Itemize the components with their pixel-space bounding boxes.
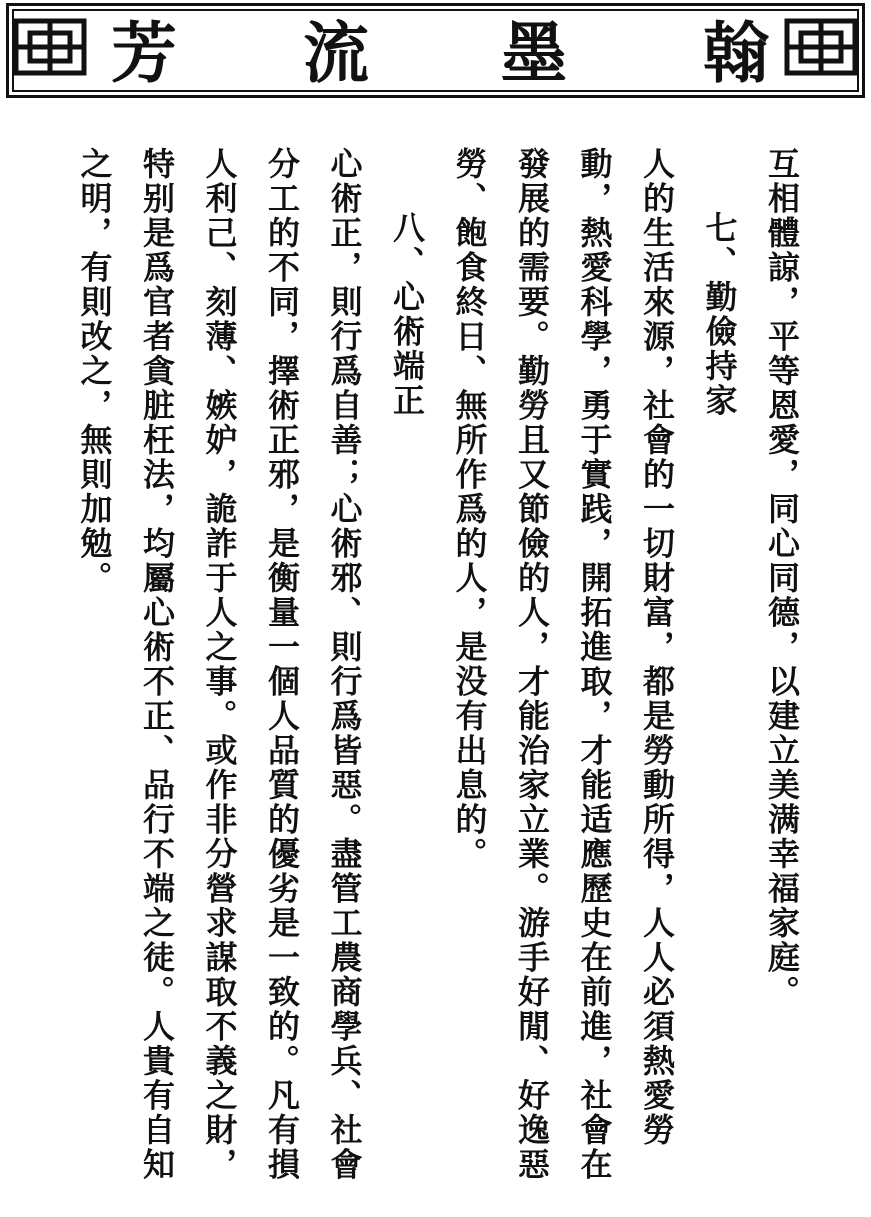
section-heading-7: 七、勤儉持家 (700, 211, 739, 418)
title-char-1: 翰 (703, 14, 769, 92)
right-fret-ornament (787, 21, 855, 73)
header-band (6, 3, 865, 98)
title-char-4: 芳 (111, 14, 177, 92)
title-char-2: 墨 (501, 14, 567, 92)
body-text (63, 147, 813, 1205)
left-fret-ornament (16, 21, 84, 73)
title-char-3: 流 (303, 14, 369, 92)
paragraph-1: 互相體諒，平等恩愛，同心同德，以建立美满幸福家庭。 (763, 147, 801, 1010)
paragraph-3: 心術正，則行爲自善；心術邪、則行爲皆惡。盡管工農商學兵、社會分工的不同，擇術正邪，是衡量一個人品質的優劣是一致的。凡有損人利己、刻薄、嫉妒，詭詐于人之事。或作非分營求謀取不義之財，特别是爲官者貪脏枉法，均屬心術不正、品行不端之徒。人貴有自知之明，有則改之，無則加勉。 (75, 147, 364, 1182)
paragraph-2: 人的生活來源，社會的一切財富，都是勞動所得，人人必須熱愛勞動，熱愛科學，勇于實践，開拓進取，才能适應歷史在前進，社會在發展的需要。勤勞且又節儉的人，才能治家立業。游手好閒、好逸惡勞、飽食終日、無所作爲的人，是没有出息的。 (450, 147, 676, 1182)
section-heading-8: 八、心術端正 (388, 211, 426, 418)
